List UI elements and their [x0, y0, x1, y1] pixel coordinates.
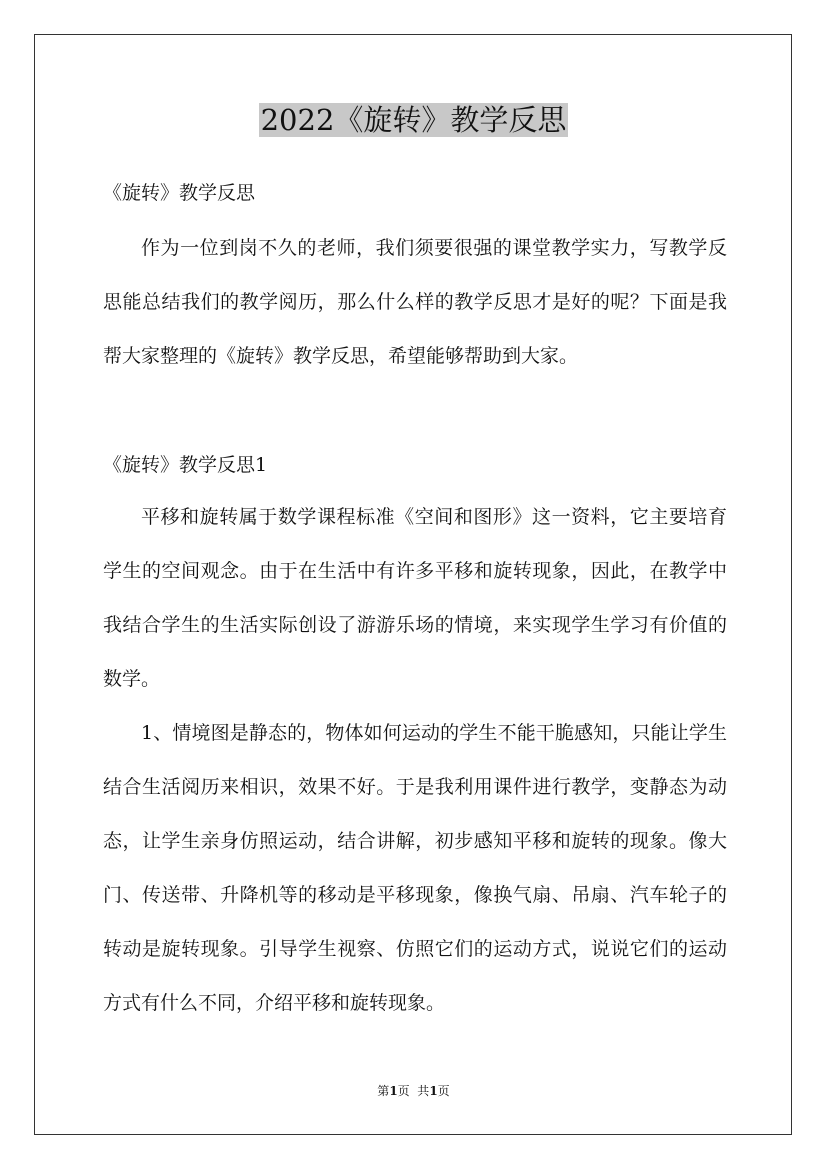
intro-paragraph: 作为一位到岗不久的老师，我们须要很强的课堂教学实力，写教学反思能总结我们的教学阅历，那么什么样的教学反思才是好的呢？下面是我帮大家整理的《旋转》教学反思，希望能够帮助到大家。: [103, 237, 727, 367]
document-title: [0, 98, 827, 142]
footer-total-pages: 1: [429, 1084, 438, 1098]
footer-page-number: 1: [389, 1084, 398, 1098]
section-heading: 《旋转》教学反思1: [103, 454, 268, 476]
footer-page-prefix: 第: [377, 1084, 390, 1098]
body-paragraph-2: 1、情境图是静态的，物体如何运动的学生不能干脆感知，只能让学生结合生活阅历来相识，效果不好。于是我利用课件进行教学，变静态为动态，让学生亲身仿照运动，结合讲解，初步感知平移和旋转的现象。像大门、传送带、升降机等的移动是平移现象，像换气扇、吊扇、汽车轮子的转动是旋转现象。引导学生视察、仿照它们的运动方式，说说它们的运动方式有什么不同，介绍平移和旋转现象。: [103, 722, 727, 1014]
footer-page-suffix: 页 共: [397, 1084, 430, 1098]
document-title-text: 2022《旋转》教学反思: [260, 103, 567, 137]
footer-total-suffix: 页: [437, 1084, 450, 1098]
document-subtitle: 《旋转》教学反思: [103, 182, 256, 204]
page-footer: [0, 1082, 827, 1100]
body-paragraph-1: 平移和旋转属于数学课程标准《空间和图形》这一资料，它主要培育学生的空间观念。由于在生活中有许多平移和旋转现象，因此，在教学中我结合学生的生活实际创设了游游乐场的情境，来实现学生学习有价值的数学。: [103, 506, 727, 690]
